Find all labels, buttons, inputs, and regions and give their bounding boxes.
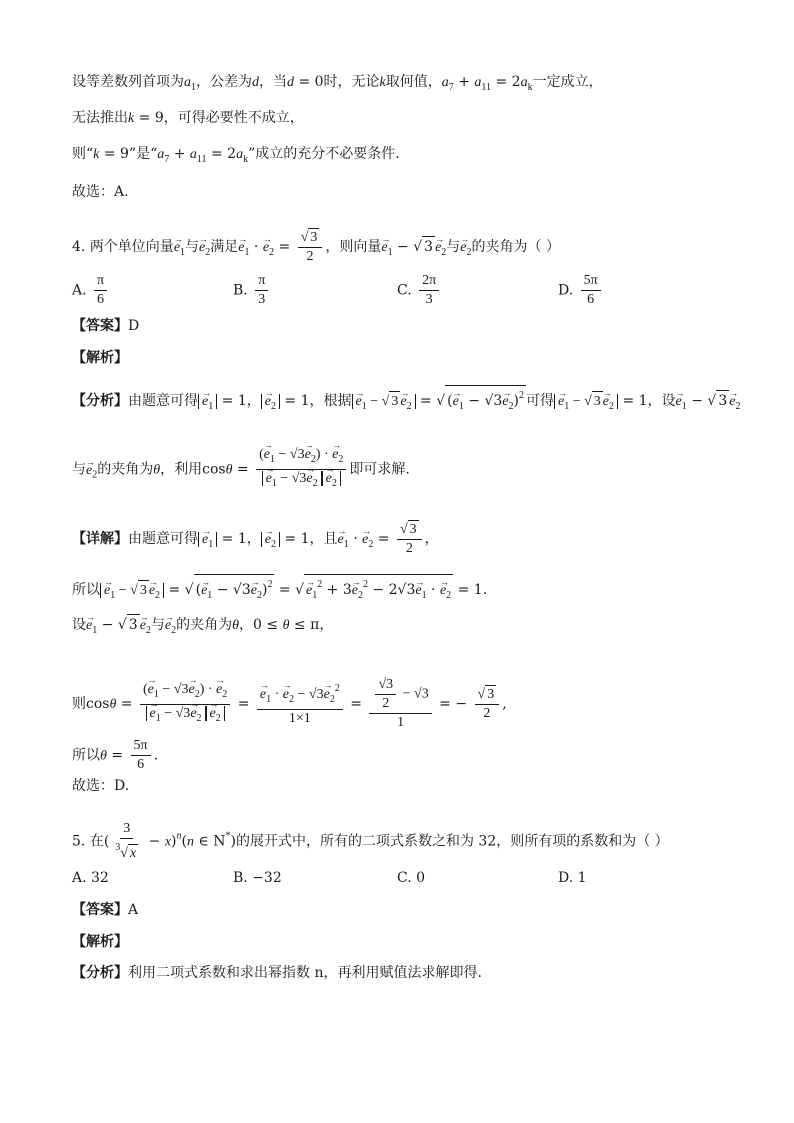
q4-text: 的夹角为（ ） [471,239,560,255]
q4-detail-line-5: 所以θ = $\frac{5\pi}{6}$ . [72,738,159,772]
q3-text: ，可得必要性不成立， [163,110,304,126]
q5-fenxi: 【分析】利用二项式系数和求出幂指数 n，再利用赋值法求解即得. [72,965,482,981]
q3-line-1: 设等差数列首项为$a_1$，公差为d，当d = 0时，无论k取何值，$a_7 + a_{11} = 2a_k$一定成立， [72,74,603,93]
q5-option-b: B. −32 [233,870,282,886]
q3-answer: 故选：A. [72,184,129,200]
q4-text: 与 [446,239,461,255]
q5-analysis-tag: 【解析】 [72,934,128,950]
q4-answer: 【答案】D [72,318,140,334]
q5-option-a: A. 32 [72,870,109,886]
q3-text: 则“ [72,146,94,162]
q3-text: ”成立的充分不必要条件. [248,146,400,162]
q3-text: 无法推出 [72,110,128,126]
q4-final: 故选：D. [72,778,130,794]
q4-fenxi-line-1: 【分析】由题意可得→ $e_1 = 1$，→ $e_2 = 1$，根据→ $e_1$ − √ $3\to e_2$ = √ (→ $e_1 - √3\to e_2)^2$ 可得→ $e_1$ − √ $3\to e_2 = 1$，设→ $e_1$ − √ $3\to e_2$ [72,385,740,417]
q3-text: 时，无论 [323,74,380,90]
q5-stem: 5. 在( $\frac{3}{^3√ x}$ − x)$^n$(n ∈ N*)的展开式中，所有的二项式系数之和为 32，则所有项的系数和为（ ） [72,821,669,861]
q4-detail-line-4: 则cosθ = (→ $e_1 - √3\to e_2$) · → $e_2$ → $e_1 - √3\to e_2\to e_2$ = → $\frac{e_1 \cdot \to e_2 - √3\to e_2^2}{1\times 1}$ = $\frac{√3}{2}$ − √3 1 = − $\frac{√ 3}{2}$ , [72,676,507,732]
q4-option-c: C. $\frac{2\pi}{3}$ [397,272,442,309]
q4-text: ，则向量 [325,239,382,255]
q3-text: ，公差为 [196,74,252,90]
q3-text: 取何值， [385,74,442,90]
q4-detail-line-2: 所以→ $e_1$ − √ $3\to e_2$ = √ (→ $e_1 - √3\to e_2)^2$ = √→ $e_1^2 + 3\to e_2^2 - 2√3\to e_1$ · → $e_2 = 1$. [72,574,487,606]
q3-line-3: 则“k = 9”是“$a_7 + a_{11} = 2a_k$”成立的充分不必要条件. [72,146,400,165]
q4-detail-line-3: 设→ $e_1$ − √ $3\to e_2$与→ $e_2$的夹角为θ，0 ≤ θ ≤ π， [72,614,333,641]
q4-option-d: D. $\frac{5\pi}{6}$ [558,272,604,309]
q3-text: ”是“ [128,146,158,162]
q5-option-d: D. 1 [558,870,587,886]
q4-fenxi-line-2: 与→ $e_2$的夹角为θ，利用cosθ = (→ $e_1 - √3\to e_2$) · → $e_2$ → $e_1 - √3\to e_2\to e_2$ 即可求解. [72,446,410,493]
q4-stem: 4. 两个单位向量→ $e_1$与→ $e_2$满足→ $e_1$ · → $e_2$ = $\frac{√ 3}{2}$ ，则向量→ $e_1$ − √ $3\to e_2$与→ $e_2$的夹角为（ ） [72,228,560,266]
q3-line-2: 无法推出k = 9，可得必要性不成立， [72,110,304,126]
q3-text: ，当 [259,74,287,90]
q4-option-a: A. $\frac{\pi}{6}$ [72,272,110,309]
q4-analysis-tag: 【解析】 [72,350,128,366]
q4-option-b: B. $\frac{\pi}{3}$ [233,272,271,309]
q4-detail-line-1: 【详解】由题意可得→ $e_1 = 1$，→ $e_2 = 1$，且→ $e_1$ · → $e_2$ = $\frac{√ 3}{2}$ ， [72,520,439,558]
q5-answer: 【答案】A [72,902,139,918]
q5-option-c: C. 0 [397,870,426,886]
q4-text: 满足 [210,239,239,255]
q3-text: 设等差数列首项为 [72,74,184,90]
q4-text: 4. 两个单位向量 [72,239,174,255]
fraction: $\frac{√ 3}{2}$ [298,228,323,266]
q4-text: 与 [185,239,200,255]
q3-text: 一定成立， [532,74,603,90]
